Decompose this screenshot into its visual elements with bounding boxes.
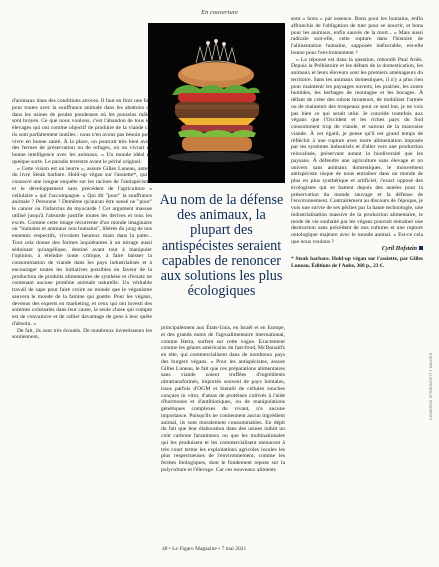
article-column-middle: [161, 325, 285, 474]
photo-credit: CAMERON SPIRES/GETTY IMAGES: [428, 352, 433, 420]
pull-quote: Au nom de la défense des animaux, la plupart des antispécistes seraient capables de renoncer aux solutions les plus écologiques: [159, 192, 284, 300]
end-mark-icon: [419, 246, 423, 250]
page-footer: 48 • Le Figaro Magazine • 7 mai 2021: [162, 546, 247, 552]
article-column-left: [12, 98, 152, 341]
author-signature: [291, 246, 423, 253]
paragraph: d'animaux dans des conditions atroces. Il faut en finir une fois pour toutes avec la souffrance animale dans les abattoirs ou dans les usines de poules pondeuses où les poussins mâles sont broyés. Ce que nous voulons, c'est l'abandon de tous les élevages qui ont comme objectif de produire de la viande car ils sont parfaitement inutiles : nous n'en avons pas besoin pour vivre en bonne santé. À la place, on pourrait très bien avoir des fermes de préservation ou de refuges, où on vivrait en bonne intelligence avec les animaux. » Un monde idéal en quelque sorte. Le paradis terrestre avant le péché originel.: [12, 98, 152, 165]
signature-text: Cyril Hofstein: [381, 245, 417, 252]
section-label: En couverture: [201, 9, 238, 16]
paragraph: « La réponse est dans la question, rebondit Paul Ariès. Depuis la Préhistoire et les débuts de la domestication, les animaux et leurs éleveurs sont les premiers aménageurs du territoire. Sans les animaux domestiques, il n'y a plus rien pour maintenir les paysages ouverts, les prairies, les zones humides, les herbages de montagne et les bocages. À défaut de créer des robots brouteurs, de mobiliser l'armée ou de maintenir des troupeaux pour ce seul but, je ne vois pas bien ce qui serait utile. Je concède toutefois aux végans que l'Occident et les riches pays du Sud consomment trop de viande, et surtout de la mauvaise viande. À cet égard, je pense qu'il est grand temps de réfléchir à une rupture avec notre alimentation imposée par les systèmes industriels et d'aller vers une production relocalisée, préservant autant la biodiversité que les paysans. À défendre une agriculture sans élevage et un univers sans animaux domestiques, le mouvement antispéciste risque de nous entraîner dans un monde de plus en plus synthétique et artificiel, l'exact opposé des écologistes qui se battent depuis des années pour la préservation du monde sauvage et la défense de l'environnement. Contrairement au discours de l'époque, je vois une survie de ses pêches par la haute technologie, une industrialisation massive de la production alimentaire, le mode de vie souhaité par les végans pourrait entraîner une destruction sans précédent de nos cultures et une rupture ontologique majeure avec le monde animal. » Est-ce cela que nous voulons ?: [291, 56, 423, 245]
burger-illustration: [148, 23, 285, 183]
paragraph: principalement aux États-Unis, en Israël et en Europe, et des grands noms de l'agroalimentaire international, comme Herta, surfent sur cette vague. Exactement comme les géants américains du fast-food, McDonald's en tête, qui commercialisent dans de nombreux pays des burgers végans. « Pour les antispécistes, assure Gilles Luneau, le fait que ces préparations alimentaires sans viande soient truffées d'ingrédients ultratransformés, importés souvent de pays lointains, issus parfois d'OGM et bientôt de cellules souches conçues in vitro, d'amas de protéines cultivés à l'aide d'hormones et d'antibiotiques, ou de manipulations génétiques complexes du vivant, n'a aucune importance. Puisqu'ils ne contiennent aucun ingrédient animal, ils sont moralement consommables. En dépit du fait que leur élaboration dans des usines induit un coût carbone faramineux ou que les multinationales qui les produisent et les commercialisent menacent à très court terme les exploitations agricoles locales les plus respectueuses de l'environnement, comme les fermes biologiques, dont le fondement repose sur la polyculture et l'élevage. Car ces nouveaux aliments: [161, 325, 285, 473]
paragraph: De fait, ils sont très écoutés. De nombreux investisseurs les soutiennent,: [12, 327, 152, 341]
article-column-right: [291, 16, 423, 269]
book-footnote: * Steak barbare. Hold-up végan sur l'assiette, par Gilles Luneau, Éditions de l'Aube, 368 p., 23 €.: [291, 256, 423, 269]
paragraph: « Cette vision est un leurre », assure Gilles Luneau, auteur du livre Steak barbare. Hold-up végan sur l'assiette*, qui a consacré une longue enquête sur les racines de l'antispécisme et le développement sans précédent de l'agriculture « cellulaire » qui l'accompagne. « Qui dit "pour" la souffrance animale ? Personne ! Demême qu'aucun être sensé ne "pour" le cancer ou l'infarctus du myocarde ! Cet argument massue utilisé jusqu'à l'absurde justifie toutes les dérives et tous les excès. Comme cette image récurrente d'un monde imaginaire où "humains et animaux non humains", libérés du joug de nos ennemis respectifs, vivraient heureux main dans la patte... Tout cela donne des formes inquiétantes à un mirage aussi séduisant qu'angélique, destiné avant tout à manipuler l'opinion, à éteindre toute critique, à faire baisser la consommation de viande dans les pays industrialisés et à encourager toutes les initiatives possibles en faveur de la production de produits alimentaires de synthèse et d'ersatz ne contenant aucune protéine animale naturelle. Un véritable travail de sape pour faire croire au monde que le véganisme sauvera le monde de la famine qui guette. Pour les végans, devenus des experts en marketing, et ceux qui ont investi des sommes colossales dans leur cause, la seule chose qui compte est de convaincre et de rallier davantage de gens à leur quête d'absolu. »: [12, 165, 152, 327]
vegan-burger-photo: [148, 23, 285, 183]
paragraph: sont « bons » par essence. Bons pour les humains, enfin affranchis de l'obligation de tuer pour se nourrir, et bons pour les animaux, enfin sauvés de la mort... » Mais aussi radicale soit-elle, cette rupture dans l'histoire de l'alimentation humaine, supposée inéluctable, est-elle bonne pour l'environnement ?: [291, 16, 423, 56]
